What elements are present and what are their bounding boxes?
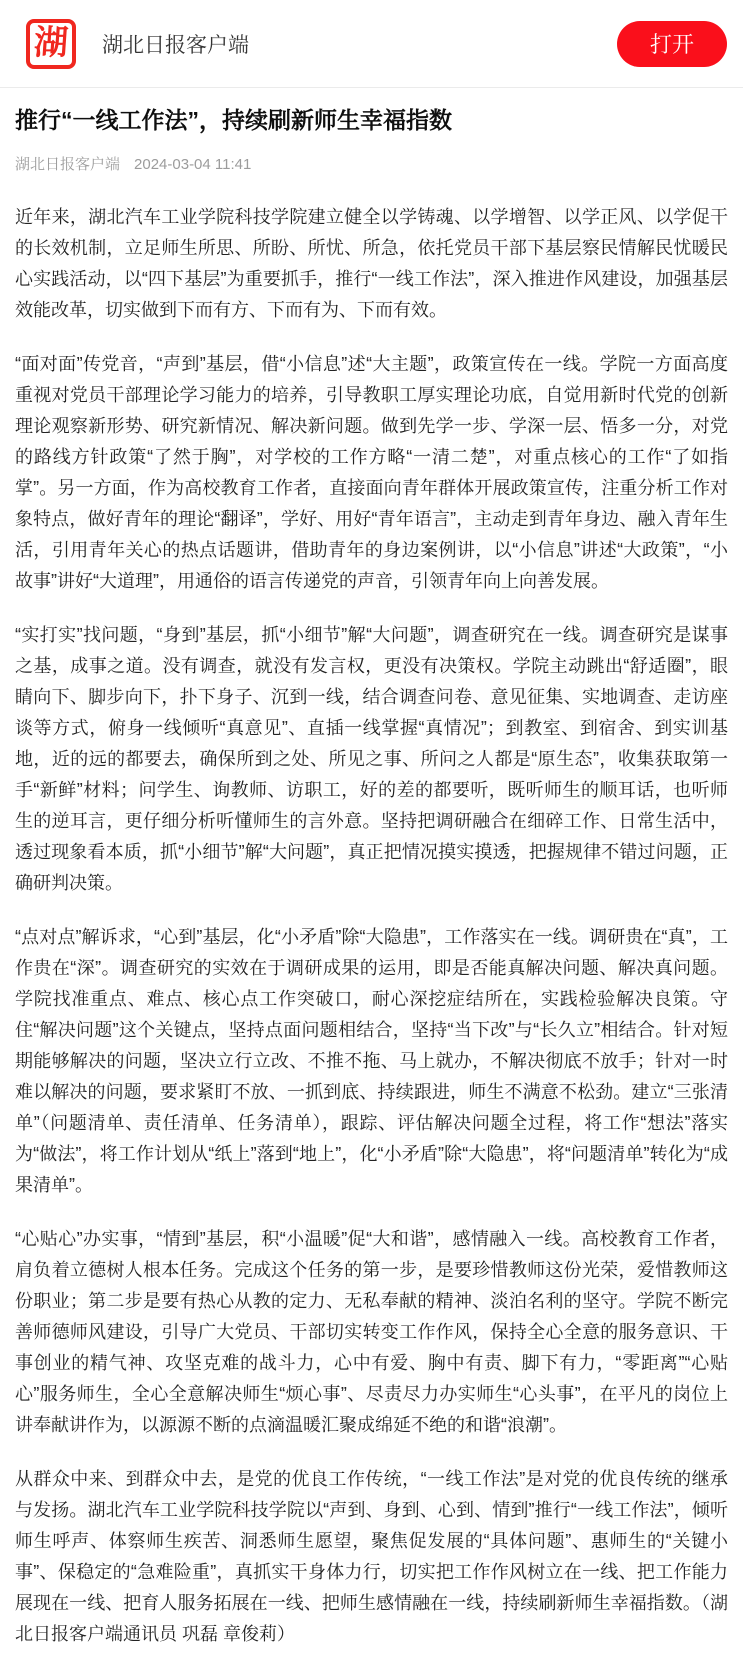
open-app-button[interactable]: 打开 — [617, 21, 727, 67]
app-logo-char: 湖 — [32, 24, 70, 62]
paragraph: “心贴心”办实事，“情到”基层，积“小温暖”促“大和谐”，感情融入一线。高校教育工作者，肩负着立德树人根本任务。完成这个任务的第一步，是要珍惜教师这份光荣，爱惜教师这份职业；第二步是要有热心从教的定力、无私奉献的精神、淡泊名利的坚守。学院不断完善师德师风建设，引导广大党员、干部切实转变工作作风，保持全心全意的服务意识、干事创业的精气神、攻坚克难的战斗力，心中有爱、胸中有责、脚下有力，“零距离”“心贴心”服务师生，全心全意解决师生“烦心事”、尽责尽力办实师生“心头事”，在平凡的岗位上讲奉献讲作为，以源源不断的点滴温暖汇聚成绵延不绝的和谐“浪潮”。 — [15, 1229, 728, 1436]
app-banner — [0, 0, 743, 88]
paragraph: “面对面”传党音，“声到”基层，借“小信息”述“大主题”，政策宣传在一线。学院一方面高度重视对党员干部理论学习能力的培养，引导教职工厚实理论功底，自觉用新时代党的创新理论观察新形势、研究新情况、解决新问题。做到先学一步、学深一层、悟多一分，对党的路线方针政策“了然于胸”，对学校的工作方略“一清二楚”，对重点核心的工作“了如指掌”。另一方面，作为高校教育工作者，直接面向青年群体开展政策宣传，注重分析工作对象特点，做好青年的理论“翻译”，学好、用好“青年语言”，主动走到青年身边、融入青年生活，引用青年关心的热点话题讲，借助青年的身边案例讲，以“小信息”讲述“大政策”，“小故事”讲好“大道理”，用通俗的语言传递党的声音，引领青年向上向善发展。 — [15, 354, 728, 592]
app-logo-icon — [26, 19, 76, 69]
article-body — [15, 202, 728, 1650]
paragraph: 近年来，湖北汽车工业学院科技学院建立健全以学铸魂、以学增智、以学正风、以学促干的长效机制，立足师生所思、所盼、所忧、所急，依托党员干部下基层察民情解民忧暖民心实践活动，以“四下基层”为重要抓手，推行“一线工作法”，深入推进作风建设，加强基层效能改革，切实做到下而有方、下而有为、下而有效。 — [15, 207, 728, 321]
article-date: 2024-03-04 11:41 — [134, 156, 252, 174]
paragraph: 从群众中来、到群众中去，是党的优良工作传统，“一线工作法”是对党的优良传统的继承与发扬。湖北汽车工业学院科技学院以“声到、身到、心到、情到”推行“一线工作法”，倾听师生呼声、体察师生疾苦、洞悉师生愿望，聚焦促发展的“具体问题”、惠师生的“关键小事”、保稳定的“急难险重”，真抓实干身体力行，切实把工作作风树立在一线、把工作能力展现在一线、把育人服务拓展在一线、把师生感情融在一线，持续刷新师生幸福指数。（湖北日报客户端通讯员 巩磊 章俊莉） — [15, 1469, 728, 1645]
paragraph: “点对点”解诉求，“心到”基层，化“小矛盾”除“大隐患”，工作落实在一线。调研贵在“真”，工作贵在“深”。调查研究的实效在于调研成果的运用，即是否能真解决问题、解决真问题。学院找准重点、难点、核心点工作突破口，耐心深挖症结所在，实践检验解决良策。守住“解决问题”这个关键点，坚持点面问题相结合，坚持“当下改”与“长久立”相结合。针对短期能够解决的问题，坚决立行立改、不推不拖、马上就办，不解决彻底不放手；针对一时难以解决的问题，要求紧盯不放、一抓到底、持续跟进，师生不满意不松劲。建立“三张清单”（问题清单、责任清单、任务清单），跟踪、评估解决问题全过程，将工作“想法”落实为“做法”，将工作计划从“纸上”落到“地上”，化“小矛盾”除“大隐患”，将“问题清单”转化为“成果清单”。 — [15, 927, 728, 1196]
byline — [15, 153, 728, 174]
article — [0, 88, 743, 1660]
article-source: 湖北日报客户端 — [15, 156, 121, 174]
article-title: 推行“一线工作法”，持续刷新师生幸福指数 — [15, 107, 452, 133]
paragraph: “实打实”找问题，“身到”基层，抓“小细节”解“大问题”，调查研究在一线。调查研究是谋事之基，成事之道。没有调查，就没有发言权，更没有决策权。学院主动跳出“舒适圈”，眼睛向下、脚步向下，扑下身子、沉到一线，结合调查问卷、意见征集、实地调查、走访座谈等方式，俯身一线倾听“真意见”、直插一线掌握“真情况”；到教室、到宿舍、到实训基地，近的远的都要去，确保所到之处、所见之事、所问之人都是“原生态”，收集获取第一手“新鲜”材料；问学生、询教师、访职工，好的差的都要听，既听师生的顺耳话，也听师生的逆耳言，更仔细分析听懂师生的言外意。坚持把调研融合在细碎工作、日常生活中，透过现象看本质，抓“小细节”解“大问题”，真正把情况摸实摸透，把握规律不错过问题，正确研判决策。 — [15, 625, 728, 894]
app-name: 湖北日报客户端 — [102, 33, 249, 57]
